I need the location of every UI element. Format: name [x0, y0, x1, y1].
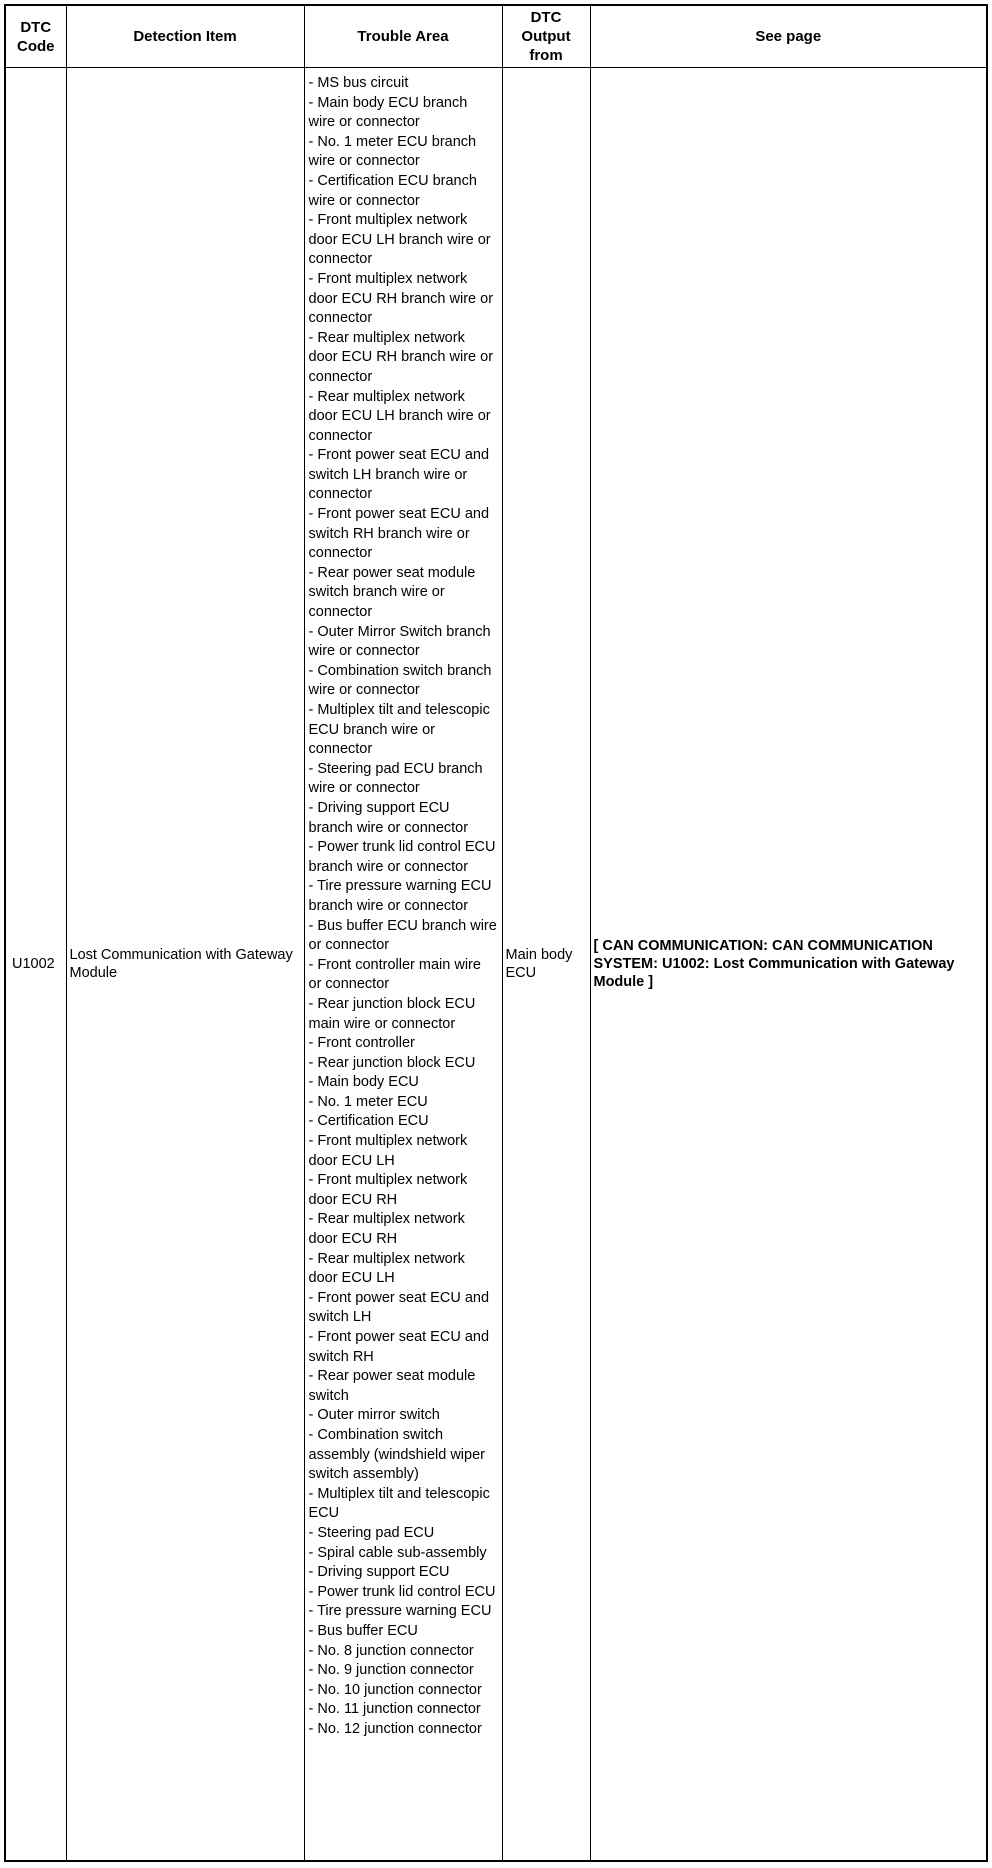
- dtc-output-from-cell: Main body ECU: [502, 68, 590, 1862]
- trouble-area-item: - Spiral cable sub-assembly: [308, 1544, 487, 1561]
- trouble-area-item: - Front multiplex network door ECU LH: [308, 1133, 468, 1169]
- trouble-area-item: - Front power seat ECU and switch LH: [308, 1289, 490, 1326]
- dtc-table: [4, 4, 988, 1862]
- trouble-area-item: - No. 8 junction connector: [308, 1642, 474, 1659]
- trouble-area-item: - Main body ECU: [308, 1074, 419, 1091]
- trouble-area-item: - Certification ECU branch wire or connector: [308, 172, 477, 209]
- trouble-area-item: - Front power seat ECU and switch RH: [308, 1329, 490, 1365]
- header-row: [5, 5, 987, 68]
- trouble-area-item: - Outer mirror switch: [308, 1407, 440, 1424]
- trouble-area-item: - No. 1 meter ECU: [308, 1093, 428, 1110]
- trouble-area-item: - Power trunk lid control ECU branch wire or connector: [308, 839, 496, 875]
- table-row: [5, 68, 987, 1862]
- trouble-area-item: - Multiplex tilt and telescopic ECU branch wire or connector: [308, 702, 490, 758]
- trouble-area-item: - Driving support ECU branch wire or connector: [308, 799, 469, 836]
- trouble-area-item: - Front controller: [308, 1035, 415, 1052]
- trouble-area-item: - Rear junction block ECU: [308, 1054, 476, 1071]
- trouble-area-item: - Combination switch branch wire or connector: [308, 662, 492, 699]
- trouble-area-item: - Front multiplex network door ECU LH branch wire or connector: [308, 212, 491, 268]
- trouble-area-item: - Tire pressure warning ECU: [308, 1603, 492, 1620]
- trouble-area-item: - Combination switch assembly (windshield wiper switch assembly): [308, 1426, 485, 1483]
- trouble-area-item: - Steering pad ECU: [308, 1524, 435, 1541]
- trouble-area-item: - Front multiplex network door ECU RH: [308, 1172, 468, 1208]
- header-see-page: See page: [590, 5, 987, 68]
- trouble-area-item: - Power trunk lid control ECU: [308, 1583, 496, 1600]
- trouble-area-item: - Rear multiplex network door ECU RH branch wire or connector: [308, 329, 494, 385]
- detection-item-cell: Lost Communication with Gateway Module: [66, 68, 304, 1862]
- trouble-area-item: - Certification ECU: [308, 1113, 429, 1130]
- trouble-area-item: - Rear multiplex network door ECU LH: [308, 1250, 465, 1287]
- trouble-area-item: - Rear power seat module switch branch wire or connector: [308, 564, 476, 621]
- trouble-area-list: [309, 74, 498, 1739]
- trouble-area-item: - Main body ECU branch wire or connector: [308, 94, 468, 131]
- trouble-area-item: - No. 11 junction connector: [308, 1701, 481, 1718]
- trouble-area-item: - MS bus circuit: [308, 75, 409, 91]
- trouble-area-item: - Rear multiplex network door ECU LH branch wire or connector: [308, 388, 491, 444]
- trouble-area-item: - Rear junction block ECU main wire or connector: [308, 995, 476, 1032]
- trouble-area-item: - Front power seat ECU and switch LH branch wire or connector: [308, 447, 490, 503]
- dtc-code-cell: U1002: [5, 68, 66, 1862]
- trouble-area-item: - No. 9 junction connector: [308, 1662, 474, 1679]
- trouble-area-item: - Bus buffer ECU: [308, 1622, 418, 1639]
- trouble-area-item: - Rear multiplex network door ECU RH: [308, 1211, 465, 1248]
- trouble-area-item: - Tire pressure warning ECU branch wire or connector: [308, 878, 492, 914]
- trouble-area-item: - Front power seat ECU and switch RH branch wire or connector: [308, 506, 490, 562]
- trouble-area-item: - Front controller main wire or connector: [308, 956, 481, 993]
- trouble-area-item: - Multiplex tilt and telescopic ECU: [308, 1485, 490, 1522]
- trouble-area-item: - Front multiplex network door ECU RH branch wire or connector: [308, 270, 494, 327]
- trouble-area-item: - No. 10 junction connector: [308, 1681, 482, 1698]
- trouble-area-item: - Rear power seat module switch: [308, 1368, 476, 1404]
- trouble-area-cell: [304, 68, 502, 1862]
- trouble-area-item: - No. 12 junction connector: [308, 1720, 482, 1737]
- trouble-area-item: - No. 1 meter ECU branch wire or connector: [308, 133, 477, 170]
- header-trouble-area: Trouble Area: [304, 5, 502, 68]
- header-detection-item: Detection Item: [66, 5, 304, 68]
- header-dtc-output-from: DTC Output from: [502, 5, 590, 68]
- header-dtc-code: DTC Code: [5, 5, 66, 68]
- trouble-area-item: - Steering pad ECU branch wire or connector: [308, 760, 483, 797]
- trouble-area-item: - Driving support ECU: [308, 1564, 450, 1581]
- see-page-link[interactable]: [ CAN COMMUNICATION: CAN COMMUNICATION SYSTEM: U1002: Lost Communication with Gateway Module ]: [590, 68, 987, 1862]
- trouble-area-item: - Outer Mirror Switch branch wire or connector: [308, 623, 491, 660]
- trouble-area-item: - Bus buffer ECU branch wire or connector: [308, 917, 497, 954]
